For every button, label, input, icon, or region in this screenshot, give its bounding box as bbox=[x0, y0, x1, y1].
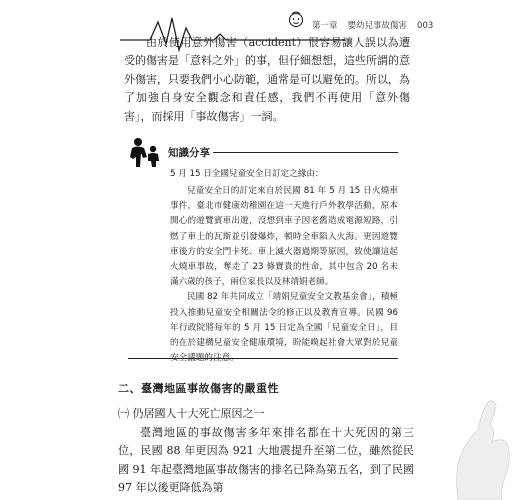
knowledge-box-bottom-rule bbox=[128, 358, 398, 359]
knowledge-box-lead: 5 月 15 日全國兒童安全日訂定之緣由： bbox=[170, 169, 324, 179]
baby-face-icon bbox=[290, 12, 303, 27]
knowledge-box-title: 知識分享 bbox=[168, 147, 210, 159]
subsection-heading: ㈠ 仍居國人十大死亡原因之一 bbox=[118, 407, 265, 420]
chapter-title: 嬰幼兒事故傷害 bbox=[347, 21, 408, 31]
page-number: 003 bbox=[417, 21, 434, 31]
section-heading: 二、臺灣地區事故傷害的嚴重性 bbox=[118, 382, 279, 395]
knowledge-box-rule bbox=[213, 152, 398, 153]
parent-child-icon bbox=[128, 137, 164, 169]
running-head bbox=[312, 19, 512, 31]
knowledge-paragraph: 民國 82 年共同成立「靖娟兒童安全文教基金會」，積極投入推動兒童安全相關法令的修正以及教育宣導。民國 96 年行政院將每年的 5 月 15 日定為全國「兒童安全日」，目的在於建構兒童安全健康環境，盼能喚起社會大眾對於兒童安全議題的注意。 bbox=[170, 292, 398, 364]
hand-watermark-icon bbox=[448, 390, 520, 500]
body-paragraph: 臺灣地區的事故傷害多年來排名都在十大死因的第三位，民國 88 年更因為 921 大地震提升至第二位，雖然從民國 91 年起臺灣地區事故傷害的排名已降為第五名，到了民國 97 年以後更降低為第 bbox=[118, 426, 414, 495]
knowledge-paragraph: 兒童安全日的訂定來自於民國 81 年 5 月 15 日火燒車事件，臺北市健康幼稚園在這一天進行戶外教學活動，原本開心的遊覽賓車出遊，沒想到車子因老舊造成電源短路，引燃了車上的瓦斯並引發爆炸，頓時全車陷入火海。更因遊覽車後方的安全門卡死、車上滅火器過期等原因，致使讓這起火燒車事故，奪走了 23 條寶貴的性命，其中包含 20 名未滿六歲的孩子，兩位家長以及林靖娟老師。 bbox=[170, 186, 398, 288]
chapter-label: 第一章 bbox=[312, 21, 338, 31]
intro-paragraph: 由於使用意外傷害（accident）很容易讓人誤以為遭受的傷害是「意料之外」的事，但仔細想想，這些所謂的意外傷害，只要我們小心防範，通常是可以避免的。所以，為了加強自身安全觀念和責任感，我們不再使用「意外傷害」，而採用「事故傷害」一詞。 bbox=[124, 36, 410, 123]
knowledge-box-body bbox=[170, 184, 398, 366]
